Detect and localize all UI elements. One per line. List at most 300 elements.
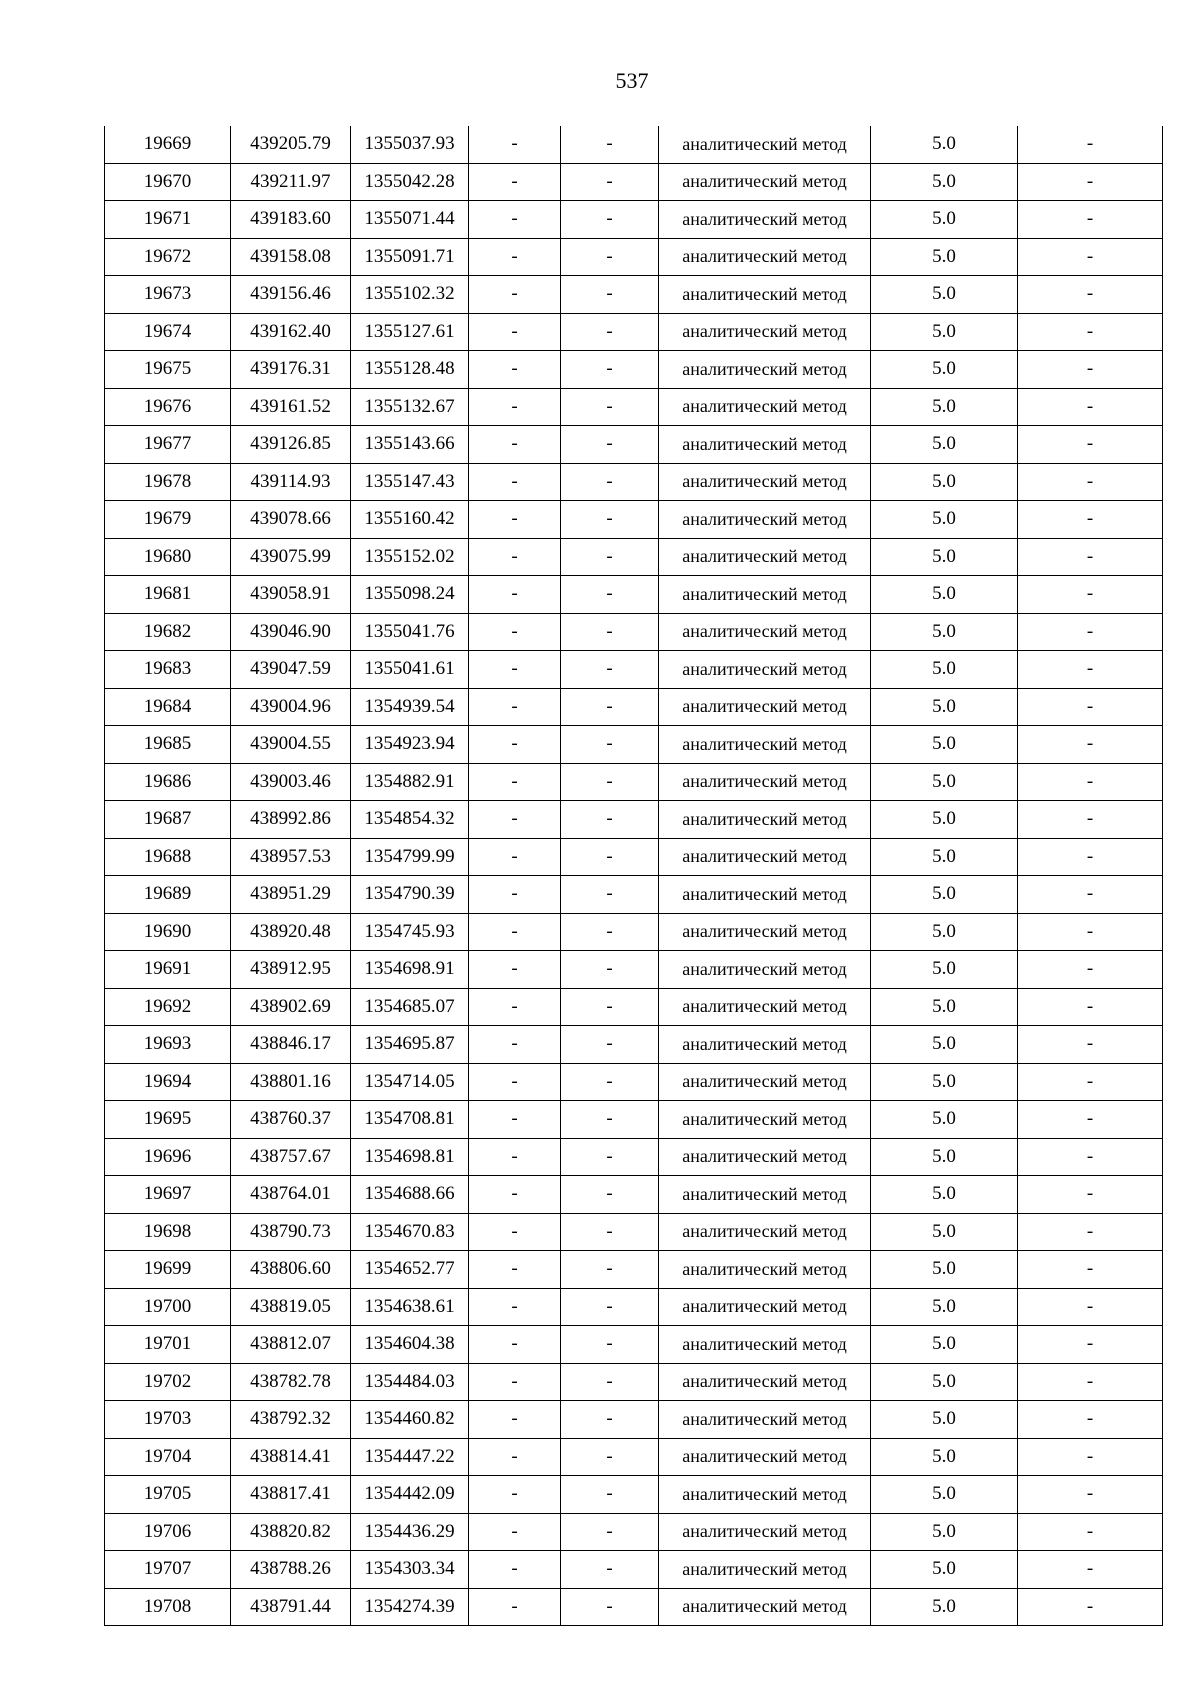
y-coordinate-cell: 1354799.99	[351, 838, 469, 876]
y-coordinate-cell: 1355152.02	[351, 538, 469, 576]
y-coordinate-cell: 1354685.07	[351, 988, 469, 1026]
y-coordinate-cell: 1354790.39	[351, 876, 469, 914]
accuracy-cell: 5.0	[871, 951, 1018, 989]
col5-cell: -	[561, 688, 659, 726]
col4-cell: -	[469, 388, 561, 426]
accuracy-cell: 5.0	[871, 388, 1018, 426]
y-coordinate-cell: 1355160.42	[351, 501, 469, 539]
point-number-cell: 19678	[105, 463, 231, 501]
col8-cell: -	[1018, 1513, 1163, 1551]
col4-cell: -	[469, 651, 561, 689]
accuracy-cell: 5.0	[871, 163, 1018, 201]
col5-cell: -	[561, 313, 659, 351]
accuracy-cell: 5.0	[871, 763, 1018, 801]
col5-cell: -	[561, 951, 659, 989]
method-cell: аналитический метод	[659, 1101, 871, 1139]
accuracy-cell: 5.0	[871, 1101, 1018, 1139]
table-row	[105, 463, 1163, 501]
page-number: 537	[615, 68, 649, 93]
point-number-cell: 19685	[105, 726, 231, 764]
col8-cell: -	[1018, 801, 1163, 839]
col8-cell: -	[1018, 1438, 1163, 1476]
col8-cell: -	[1018, 126, 1163, 163]
col5-cell: -	[561, 1288, 659, 1326]
method-cell: аналитический метод	[659, 838, 871, 876]
y-coordinate-cell: 1355128.48	[351, 351, 469, 389]
table-row	[105, 1551, 1163, 1589]
col8-cell: -	[1018, 763, 1163, 801]
x-coordinate-cell: 439176.31	[231, 351, 351, 389]
y-coordinate-cell: 1354708.81	[351, 1101, 469, 1139]
point-number-cell: 19692	[105, 988, 231, 1026]
col5-cell: -	[561, 1401, 659, 1439]
col5-cell: -	[561, 538, 659, 576]
accuracy-cell: 5.0	[871, 1176, 1018, 1214]
col4-cell: -	[469, 763, 561, 801]
y-coordinate-cell: 1354695.87	[351, 1026, 469, 1064]
y-coordinate-cell: 1355037.93	[351, 126, 469, 163]
accuracy-cell: 5.0	[871, 613, 1018, 651]
x-coordinate-cell: 438920.48	[231, 913, 351, 951]
method-cell: аналитический метод	[659, 463, 871, 501]
table-row	[105, 126, 1163, 163]
table-row	[105, 1326, 1163, 1364]
col4-cell: -	[469, 276, 561, 314]
col5-cell: -	[561, 726, 659, 764]
method-cell: аналитический метод	[659, 801, 871, 839]
y-coordinate-cell: 1354882.91	[351, 763, 469, 801]
accuracy-cell: 5.0	[871, 538, 1018, 576]
x-coordinate-cell: 439162.40	[231, 313, 351, 351]
col5-cell: -	[561, 613, 659, 651]
col4-cell: -	[469, 313, 561, 351]
point-number-cell: 19703	[105, 1401, 231, 1439]
accuracy-cell: 5.0	[871, 426, 1018, 464]
col5-cell: -	[561, 1026, 659, 1064]
col4-cell: -	[469, 426, 561, 464]
y-coordinate-cell: 1354923.94	[351, 726, 469, 764]
y-coordinate-cell: 1355147.43	[351, 463, 469, 501]
x-coordinate-cell: 438812.07	[231, 1326, 351, 1364]
y-coordinate-cell: 1354484.03	[351, 1363, 469, 1401]
table-row	[105, 1401, 1163, 1439]
table-row	[105, 838, 1163, 876]
col8-cell: -	[1018, 388, 1163, 426]
col5-cell: -	[561, 463, 659, 501]
y-coordinate-cell: 1355127.61	[351, 313, 469, 351]
table-row	[105, 951, 1163, 989]
accuracy-cell: 5.0	[871, 1063, 1018, 1101]
method-cell: аналитический метод	[659, 1363, 871, 1401]
point-number-cell: 19699	[105, 1251, 231, 1289]
point-number-cell: 19671	[105, 201, 231, 239]
table-row	[105, 163, 1163, 201]
x-coordinate-cell: 439156.46	[231, 276, 351, 314]
method-cell: аналитический метод	[659, 651, 871, 689]
x-coordinate-cell: 438792.32	[231, 1401, 351, 1439]
method-cell: аналитический метод	[659, 276, 871, 314]
col8-cell: -	[1018, 463, 1163, 501]
table-row	[105, 576, 1163, 614]
col8-cell: -	[1018, 501, 1163, 539]
point-number-cell: 19676	[105, 388, 231, 426]
point-number-cell: 19679	[105, 501, 231, 539]
col8-cell: -	[1018, 313, 1163, 351]
point-number-cell: 19677	[105, 426, 231, 464]
col5-cell: -	[561, 126, 659, 163]
col4-cell: -	[469, 163, 561, 201]
col5-cell: -	[561, 1101, 659, 1139]
x-coordinate-cell: 439003.46	[231, 763, 351, 801]
point-number-cell: 19673	[105, 276, 231, 314]
accuracy-cell: 5.0	[871, 501, 1018, 539]
col5-cell: -	[561, 838, 659, 876]
method-cell: аналитический метод	[659, 763, 871, 801]
col8-cell: -	[1018, 1138, 1163, 1176]
y-coordinate-cell: 1355098.24	[351, 576, 469, 614]
method-cell: аналитический метод	[659, 388, 871, 426]
col8-cell: -	[1018, 913, 1163, 951]
point-number-cell: 19684	[105, 688, 231, 726]
x-coordinate-cell: 439161.52	[231, 388, 351, 426]
method-cell: аналитический метод	[659, 1213, 871, 1251]
col5-cell: -	[561, 988, 659, 1026]
y-coordinate-cell: 1354303.34	[351, 1551, 469, 1589]
accuracy-cell: 5.0	[871, 126, 1018, 163]
y-coordinate-cell: 1354670.83	[351, 1213, 469, 1251]
table-row	[105, 726, 1163, 764]
accuracy-cell: 5.0	[871, 913, 1018, 951]
x-coordinate-cell: 438790.73	[231, 1213, 351, 1251]
coordinates-table	[104, 126, 1163, 1626]
point-number-cell: 19707	[105, 1551, 231, 1589]
col4-cell: -	[469, 1438, 561, 1476]
col5-cell: -	[561, 763, 659, 801]
col5-cell: -	[561, 876, 659, 914]
col4-cell: -	[469, 688, 561, 726]
x-coordinate-cell: 438788.26	[231, 1551, 351, 1589]
table-row	[105, 1063, 1163, 1101]
table-row	[105, 1026, 1163, 1064]
method-cell: аналитический метод	[659, 1326, 871, 1364]
col5-cell: -	[561, 576, 659, 614]
col8-cell: -	[1018, 688, 1163, 726]
col4-cell: -	[469, 876, 561, 914]
table-row	[105, 876, 1163, 914]
y-coordinate-cell: 1354436.29	[351, 1513, 469, 1551]
table-row	[105, 1213, 1163, 1251]
table-row	[105, 913, 1163, 951]
y-coordinate-cell: 1354745.93	[351, 913, 469, 951]
point-number-cell: 19705	[105, 1476, 231, 1514]
col8-cell: -	[1018, 876, 1163, 914]
x-coordinate-cell: 439183.60	[231, 201, 351, 239]
accuracy-cell: 5.0	[871, 463, 1018, 501]
point-number-cell: 19675	[105, 351, 231, 389]
accuracy-cell: 5.0	[871, 1588, 1018, 1626]
table-row	[105, 688, 1163, 726]
accuracy-cell: 5.0	[871, 1326, 1018, 1364]
y-coordinate-cell: 1354688.66	[351, 1176, 469, 1214]
x-coordinate-cell: 438757.67	[231, 1138, 351, 1176]
point-number-cell: 19695	[105, 1101, 231, 1139]
table-row	[105, 1288, 1163, 1326]
col4-cell: -	[469, 1588, 561, 1626]
method-cell: аналитический метод	[659, 913, 871, 951]
x-coordinate-cell: 439078.66	[231, 501, 351, 539]
col4-cell: -	[469, 1213, 561, 1251]
col8-cell: -	[1018, 1288, 1163, 1326]
x-coordinate-cell: 439114.93	[231, 463, 351, 501]
col4-cell: -	[469, 201, 561, 239]
col8-cell: -	[1018, 1026, 1163, 1064]
col4-cell: -	[469, 576, 561, 614]
accuracy-cell: 5.0	[871, 351, 1018, 389]
table-row	[105, 651, 1163, 689]
col5-cell: -	[561, 1588, 659, 1626]
method-cell: аналитический метод	[659, 1551, 871, 1589]
method-cell: аналитический метод	[659, 201, 871, 239]
col8-cell: -	[1018, 1363, 1163, 1401]
col8-cell: -	[1018, 988, 1163, 1026]
x-coordinate-cell: 439211.97	[231, 163, 351, 201]
method-cell: аналитический метод	[659, 988, 871, 1026]
table-row	[105, 1588, 1163, 1626]
col4-cell: -	[469, 838, 561, 876]
method-cell: аналитический метод	[659, 876, 871, 914]
x-coordinate-cell: 438760.37	[231, 1101, 351, 1139]
table-row	[105, 988, 1163, 1026]
col4-cell: -	[469, 126, 561, 163]
col4-cell: -	[469, 351, 561, 389]
col8-cell: -	[1018, 201, 1163, 239]
method-cell: аналитический метод	[659, 688, 871, 726]
col5-cell: -	[561, 1476, 659, 1514]
col4-cell: -	[469, 1401, 561, 1439]
y-coordinate-cell: 1354442.09	[351, 1476, 469, 1514]
col5-cell: -	[561, 1513, 659, 1551]
x-coordinate-cell: 438846.17	[231, 1026, 351, 1064]
accuracy-cell: 5.0	[871, 276, 1018, 314]
y-coordinate-cell: 1355041.61	[351, 651, 469, 689]
x-coordinate-cell: 439075.99	[231, 538, 351, 576]
table-row	[105, 426, 1163, 464]
point-number-cell: 19697	[105, 1176, 231, 1214]
point-number-cell: 19672	[105, 238, 231, 276]
table-row	[105, 388, 1163, 426]
x-coordinate-cell: 438951.29	[231, 876, 351, 914]
accuracy-cell: 5.0	[871, 876, 1018, 914]
table-row	[105, 201, 1163, 239]
y-coordinate-cell: 1354854.32	[351, 801, 469, 839]
col4-cell: -	[469, 1101, 561, 1139]
accuracy-cell: 5.0	[871, 576, 1018, 614]
x-coordinate-cell: 439047.59	[231, 651, 351, 689]
col8-cell: -	[1018, 1551, 1163, 1589]
col4-cell: -	[469, 1326, 561, 1364]
x-coordinate-cell: 439126.85	[231, 426, 351, 464]
y-coordinate-cell: 1354939.54	[351, 688, 469, 726]
point-number-cell: 19686	[105, 763, 231, 801]
col8-cell: -	[1018, 951, 1163, 989]
x-coordinate-cell: 438806.60	[231, 1251, 351, 1289]
y-coordinate-cell: 1355102.32	[351, 276, 469, 314]
method-cell: аналитический метод	[659, 1251, 871, 1289]
col8-cell: -	[1018, 426, 1163, 464]
col5-cell: -	[561, 1326, 659, 1364]
accuracy-cell: 5.0	[871, 726, 1018, 764]
y-coordinate-cell: 1354274.39	[351, 1588, 469, 1626]
table-row	[105, 538, 1163, 576]
col8-cell: -	[1018, 351, 1163, 389]
accuracy-cell: 5.0	[871, 651, 1018, 689]
accuracy-cell: 5.0	[871, 988, 1018, 1026]
point-number-cell: 19706	[105, 1513, 231, 1551]
table-body	[105, 126, 1163, 1626]
method-cell: аналитический метод	[659, 126, 871, 163]
table-row	[105, 313, 1163, 351]
col8-cell: -	[1018, 576, 1163, 614]
col8-cell: -	[1018, 1176, 1163, 1214]
point-number-cell: 19693	[105, 1026, 231, 1064]
method-cell: аналитический метод	[659, 576, 871, 614]
col4-cell: -	[469, 501, 561, 539]
col5-cell: -	[561, 1176, 659, 1214]
x-coordinate-cell: 438820.82	[231, 1513, 351, 1551]
point-number-cell: 19698	[105, 1213, 231, 1251]
col4-cell: -	[469, 726, 561, 764]
col5-cell: -	[561, 501, 659, 539]
method-cell: аналитический метод	[659, 1176, 871, 1214]
method-cell: аналитический метод	[659, 538, 871, 576]
col8-cell: -	[1018, 1251, 1163, 1289]
col5-cell: -	[561, 1438, 659, 1476]
y-coordinate-cell: 1354447.22	[351, 1438, 469, 1476]
col8-cell: -	[1018, 1401, 1163, 1439]
method-cell: аналитический метод	[659, 163, 871, 201]
point-number-cell: 19670	[105, 163, 231, 201]
method-cell: аналитический метод	[659, 1476, 871, 1514]
col8-cell: -	[1018, 1588, 1163, 1626]
method-cell: аналитический метод	[659, 351, 871, 389]
col5-cell: -	[561, 388, 659, 426]
table-row	[105, 238, 1163, 276]
x-coordinate-cell: 439058.91	[231, 576, 351, 614]
y-coordinate-cell: 1354698.81	[351, 1138, 469, 1176]
col4-cell: -	[469, 1138, 561, 1176]
col4-cell: -	[469, 1251, 561, 1289]
method-cell: аналитический метод	[659, 1138, 871, 1176]
point-number-cell: 19704	[105, 1438, 231, 1476]
accuracy-cell: 5.0	[871, 1138, 1018, 1176]
table-row	[105, 801, 1163, 839]
x-coordinate-cell: 439046.90	[231, 613, 351, 651]
method-cell: аналитический метод	[659, 1288, 871, 1326]
table-row	[105, 501, 1163, 539]
table-row	[105, 613, 1163, 651]
col4-cell: -	[469, 1063, 561, 1101]
table-row	[105, 351, 1163, 389]
y-coordinate-cell: 1355143.66	[351, 426, 469, 464]
y-coordinate-cell: 1354652.77	[351, 1251, 469, 1289]
col4-cell: -	[469, 801, 561, 839]
col4-cell: -	[469, 951, 561, 989]
col4-cell: -	[469, 1551, 561, 1589]
accuracy-cell: 5.0	[871, 1476, 1018, 1514]
col8-cell: -	[1018, 276, 1163, 314]
accuracy-cell: 5.0	[871, 688, 1018, 726]
method-cell: аналитический метод	[659, 1513, 871, 1551]
method-cell: аналитический метод	[659, 1026, 871, 1064]
x-coordinate-cell: 439158.08	[231, 238, 351, 276]
accuracy-cell: 5.0	[871, 1401, 1018, 1439]
point-number-cell: 19688	[105, 838, 231, 876]
table-row	[105, 1138, 1163, 1176]
col4-cell: -	[469, 1476, 561, 1514]
col5-cell: -	[561, 801, 659, 839]
col4-cell: -	[469, 538, 561, 576]
point-number-cell: 19696	[105, 1138, 231, 1176]
col5-cell: -	[561, 276, 659, 314]
col5-cell: -	[561, 163, 659, 201]
x-coordinate-cell: 438801.16	[231, 1063, 351, 1101]
col8-cell: -	[1018, 163, 1163, 201]
col5-cell: -	[561, 201, 659, 239]
point-number-cell: 19708	[105, 1588, 231, 1626]
x-coordinate-cell: 438957.53	[231, 838, 351, 876]
method-cell: аналитический метод	[659, 1588, 871, 1626]
x-coordinate-cell: 438814.41	[231, 1438, 351, 1476]
point-number-cell: 19669	[105, 126, 231, 163]
table-row	[105, 1476, 1163, 1514]
col8-cell: -	[1018, 1476, 1163, 1514]
x-coordinate-cell: 438819.05	[231, 1288, 351, 1326]
col5-cell: -	[561, 238, 659, 276]
col8-cell: -	[1018, 1063, 1163, 1101]
col8-cell: -	[1018, 1326, 1163, 1364]
col8-cell: -	[1018, 838, 1163, 876]
y-coordinate-cell: 1355132.67	[351, 388, 469, 426]
x-coordinate-cell: 439004.55	[231, 726, 351, 764]
col4-cell: -	[469, 238, 561, 276]
point-number-cell: 19701	[105, 1326, 231, 1364]
method-cell: аналитический метод	[659, 501, 871, 539]
point-number-cell: 19700	[105, 1288, 231, 1326]
x-coordinate-cell: 439004.96	[231, 688, 351, 726]
x-coordinate-cell: 438992.86	[231, 801, 351, 839]
col5-cell: -	[561, 1213, 659, 1251]
accuracy-cell: 5.0	[871, 801, 1018, 839]
x-coordinate-cell: 438902.69	[231, 988, 351, 1026]
col5-cell: -	[561, 1363, 659, 1401]
table-row	[105, 276, 1163, 314]
method-cell: аналитический метод	[659, 313, 871, 351]
table-row	[105, 763, 1163, 801]
method-cell: аналитический метод	[659, 1401, 871, 1439]
method-cell: аналитический метод	[659, 726, 871, 764]
method-cell: аналитический метод	[659, 238, 871, 276]
col8-cell: -	[1018, 613, 1163, 651]
point-number-cell: 19694	[105, 1063, 231, 1101]
accuracy-cell: 5.0	[871, 1288, 1018, 1326]
accuracy-cell: 5.0	[871, 1251, 1018, 1289]
point-number-cell: 19682	[105, 613, 231, 651]
col4-cell: -	[469, 463, 561, 501]
table-row	[105, 1363, 1163, 1401]
accuracy-cell: 5.0	[871, 1213, 1018, 1251]
accuracy-cell: 5.0	[871, 201, 1018, 239]
col4-cell: -	[469, 613, 561, 651]
